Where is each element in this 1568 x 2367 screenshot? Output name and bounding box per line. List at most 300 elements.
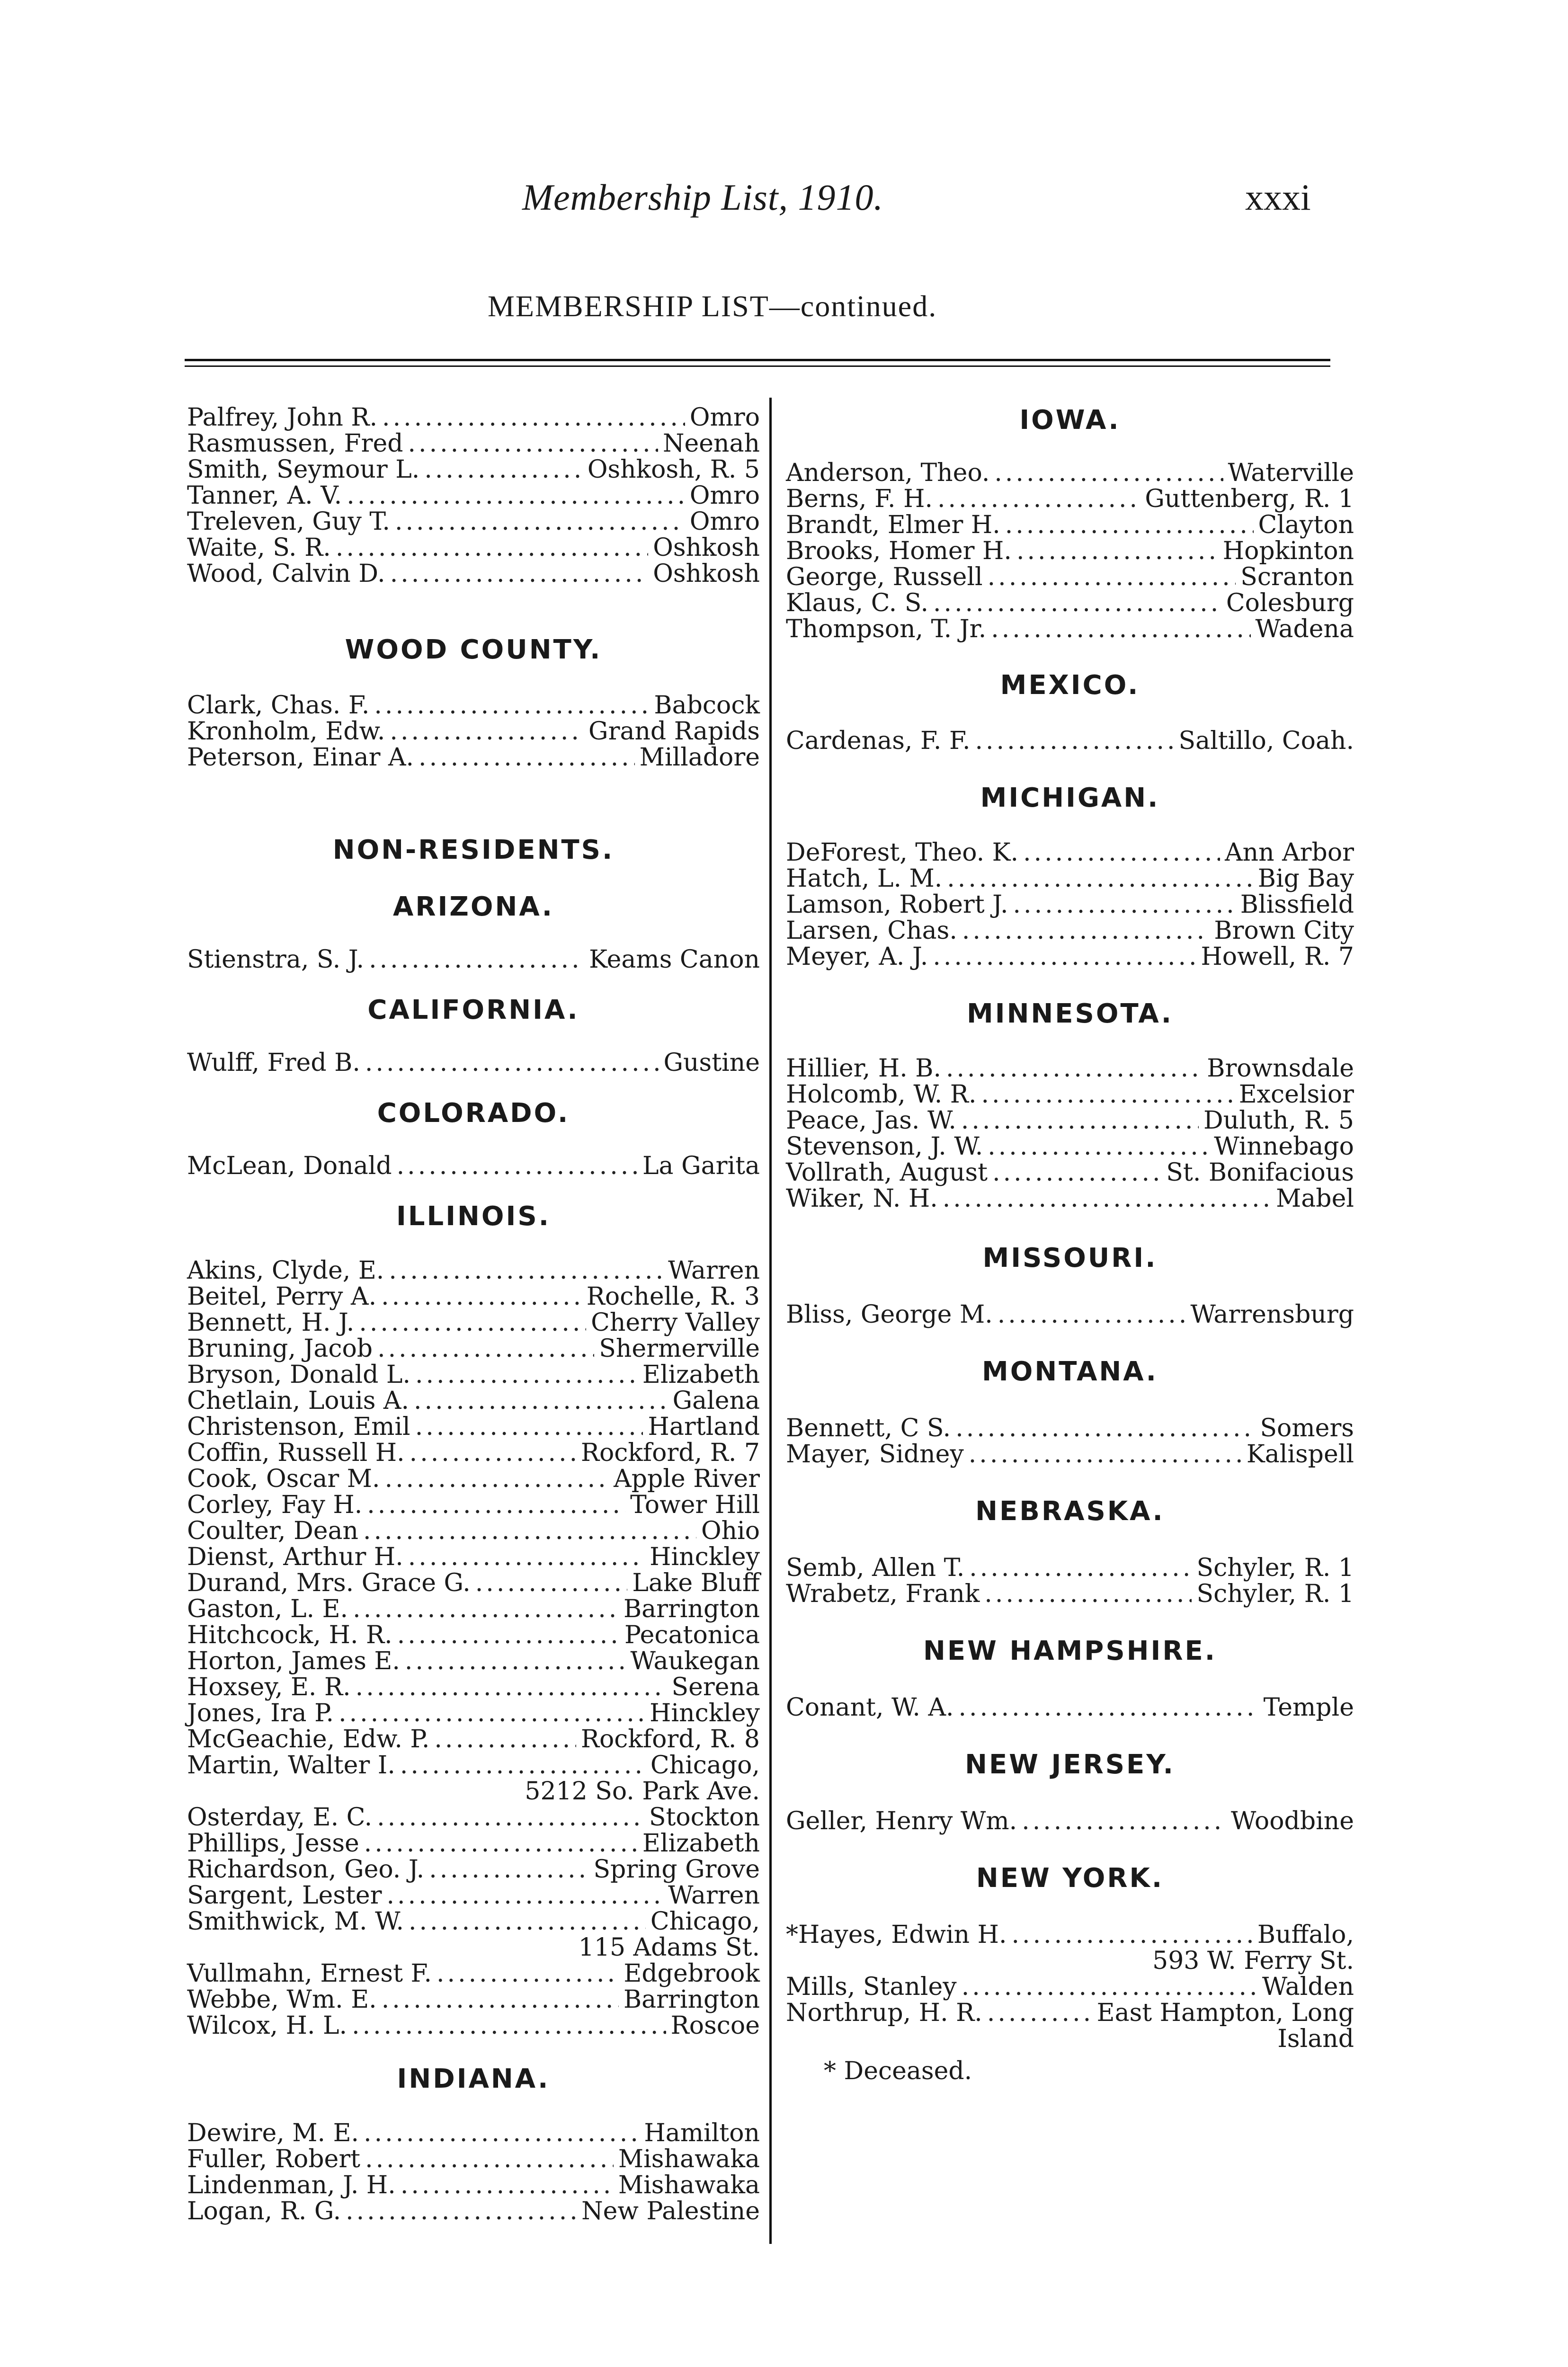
member-name: Gaston, L. E. [187, 1595, 348, 1623]
member-name: Osterday, E. C. [187, 1803, 373, 1832]
dot-leader [409, 1909, 646, 1935]
member-entry [786, 1134, 1354, 1160]
member-place: Oshkosh [653, 534, 760, 562]
dot-leader [962, 918, 1209, 944]
member-place: Spring Grove [593, 1855, 760, 1884]
entry-list [187, 2120, 760, 2225]
member-entry [187, 1596, 760, 1622]
member-place: Hamilton [644, 2119, 760, 2147]
section-title-wood-county: WOOD COUNTY. [345, 634, 602, 665]
member-name: DeForest, Theo. K. [786, 838, 1019, 867]
member-entry [786, 1186, 1354, 1212]
left-column [187, 405, 760, 2225]
member-place: Warren [668, 1256, 760, 1285]
dot-leader [390, 561, 648, 587]
dot-leader [933, 590, 1221, 616]
member-name: Wulff, Fred B. [187, 1049, 360, 1077]
member-place: Woodbine [1231, 1807, 1354, 1835]
member-name: Smithwick, M. W. [187, 1907, 404, 1936]
section-title-new-hampshire: NEW HAMPSHIRE. [923, 1636, 1217, 1666]
dot-leader [390, 719, 584, 745]
member-entry [187, 2013, 760, 2039]
section-title-california: CALIFORNIA. [367, 995, 579, 1025]
footnote: * Deceased. [824, 2057, 972, 2085]
dot-leader [339, 1700, 645, 1726]
member-place: Hopkinton [1222, 537, 1354, 565]
dot-leader [363, 1518, 696, 1544]
member-entry [786, 728, 1354, 754]
member-place: New Palestine [581, 2197, 760, 2225]
member-place: Guttenberg, R. 1 [1145, 485, 1354, 513]
member-place: Grand Rapids [588, 717, 760, 746]
member-entry [786, 918, 1354, 944]
entry-list [786, 1808, 1354, 1834]
member-name: *Hayes, Edwin H. [786, 1921, 1007, 1949]
member-name: Kronholm, Edw. [187, 717, 385, 746]
member-name: Coulter, Dean [187, 1517, 359, 1545]
entry-list [786, 728, 1354, 754]
member-entry [187, 431, 760, 457]
member-name: Phillips, Jesse [187, 1829, 359, 1858]
member-place: Omro [689, 481, 760, 510]
member-entry [187, 719, 760, 745]
member-entry [786, 1581, 1354, 1607]
member-address-continuation: Island [1277, 2025, 1354, 2053]
member-place: Somers [1260, 1414, 1354, 1442]
member-name: Vollrath, August [786, 1158, 988, 1187]
dot-leader [984, 1581, 1192, 1607]
member-place: Rochelle, R. 3 [586, 1282, 760, 1311]
member-entry [187, 1284, 760, 1310]
entry-list [786, 460, 1354, 642]
member-place: Brownsdale [1207, 1054, 1354, 1083]
section-title-minnesota: MINNESOTA. [967, 998, 1173, 1029]
dot-leader [969, 1442, 1242, 1468]
entry-list [786, 1555, 1354, 1607]
dot-leader [1005, 512, 1254, 538]
section-title-mexico: MEXICO. [1000, 670, 1140, 701]
entry-list [187, 1258, 760, 2039]
member-entry [187, 745, 760, 771]
member-entry [187, 405, 760, 431]
dot-leader [389, 1258, 663, 1284]
dot-leader [429, 1857, 588, 1883]
member-address-continuation: 5212 So. Park Ave. [525, 1777, 760, 1806]
section-title-missouri: MISSOURI. [982, 1243, 1158, 1273]
member-name: Stevenson, J. W. [786, 1132, 983, 1161]
member-entry [786, 590, 1354, 616]
member-entry [187, 1648, 760, 1674]
member-entry [187, 1258, 760, 1284]
header-rule-thin [185, 365, 1330, 367]
dot-leader [988, 1134, 1209, 1160]
member-name: Jones, Ira P. [187, 1699, 334, 1727]
dot-leader [947, 866, 1253, 892]
member-name: Rasmussen, Fred [187, 429, 403, 458]
member-name: Berns, F. H. [786, 485, 933, 513]
member-entry [187, 1310, 760, 1336]
dot-leader [387, 1883, 664, 1909]
member-place: Lake Bluff [632, 1569, 760, 1597]
member-place: Neenah [662, 429, 760, 458]
section-title-new-york: NEW YORK. [976, 1863, 1164, 1894]
member-place: Mishawaka [618, 2145, 760, 2173]
member-entry [187, 483, 760, 509]
member-place: Elizabeth [642, 1361, 760, 1389]
member-name: Wrabetz, Frank [786, 1580, 980, 1608]
member-name: McGeachie, Edw. P. [187, 1725, 430, 1753]
member-entry [187, 1362, 760, 1388]
member-place: Saltillo, Coah. [1178, 727, 1354, 755]
member-place: Schyler, R. 1 [1196, 1580, 1354, 1608]
section-title-illinois: ILLINOIS. [396, 1201, 551, 1232]
member-entry [187, 1753, 760, 1779]
member-name: Holcomb, W. R. [786, 1080, 977, 1109]
member-entry [786, 2000, 1354, 2026]
member-name: Hitchcock, H. R. [187, 1621, 392, 1649]
dot-leader [397, 1153, 638, 1179]
member-place: Rockford, R. 8 [580, 1725, 760, 1753]
dot-leader [346, 2198, 577, 2225]
member-entry [786, 840, 1354, 866]
member-entry [187, 1805, 760, 1831]
dot-leader [381, 1284, 582, 1310]
member-place: Buffalo, [1257, 1921, 1354, 1949]
dot-leader [353, 1596, 619, 1622]
member-name: Klaus, C. S. [786, 589, 929, 617]
member-entry [187, 509, 760, 535]
list-heading: MEMBERSHIP LIST—continued. [488, 289, 937, 323]
member-place: Keams Canon [589, 945, 760, 974]
dot-leader [419, 745, 635, 771]
member-entry [786, 1108, 1354, 1134]
member-name: Mills, Stanley [786, 1973, 957, 2001]
member-name: Richardson, Geo. J. [187, 1855, 425, 1884]
member-entry [786, 866, 1354, 892]
member-entry [786, 1922, 1354, 1948]
member-name: Beitel, Perry A. [187, 1282, 377, 1311]
member-place: Excelsior [1238, 1080, 1354, 1109]
section-title-montana: MONTANA. [982, 1356, 1158, 1387]
dot-leader [382, 405, 685, 431]
member-entry [786, 512, 1354, 538]
member-place: Roscoe [670, 2011, 760, 2040]
member-name: Sargent, Lester [187, 1881, 382, 1910]
member-place: Winnebago [1214, 1132, 1354, 1161]
member-place: Hinckley [650, 1543, 760, 1571]
member-name: Stienstra, S. J. [187, 945, 365, 974]
entry-list [187, 947, 760, 973]
member-place: Serena [671, 1673, 760, 1701]
member-place: Duluth, R. 5 [1203, 1106, 1354, 1135]
dot-leader [1013, 892, 1236, 918]
member-place: Shermerville [599, 1335, 760, 1363]
dot-leader [401, 2172, 614, 2198]
member-place: Mabel [1276, 1184, 1354, 1213]
right-column [786, 405, 1354, 2085]
member-name: Bryson, Donald L. [187, 1361, 410, 1389]
member-place: Omro [689, 507, 760, 536]
member-name: McLean, Donald [187, 1152, 392, 1180]
entry-list [786, 840, 1354, 970]
member-name: Hillier, H. B. [786, 1054, 941, 1083]
header-rule [185, 359, 1330, 361]
member-place: Rockford, R. 7 [580, 1439, 760, 1467]
member-entry [187, 1466, 760, 1492]
member-name: Wilcox, H. L. [187, 2011, 347, 2040]
dot-leader [414, 1388, 668, 1414]
member-entry [187, 535, 760, 561]
member-place: Warren [668, 1881, 760, 1910]
entry-list [187, 1050, 760, 1076]
dot-leader [365, 2146, 614, 2172]
member-name: Corley, Fay H. [187, 1491, 363, 1519]
member-place: Tower Hill [630, 1491, 760, 1519]
member-place: Ohio [701, 1517, 760, 1545]
member-place: Barrington [623, 1985, 760, 2014]
dot-leader [377, 1805, 644, 1831]
member-entry [786, 1808, 1354, 1834]
dot-leader [356, 1674, 667, 1700]
member-place: Temple [1263, 1693, 1354, 1722]
member-name: Webbe, Wm. E. [187, 1985, 377, 2014]
member-entry [187, 1831, 760, 1857]
member-name: Durand, Mrs. Grace G. [187, 1569, 471, 1597]
member-name: Fuller, Robert [187, 2145, 361, 2173]
dot-leader [988, 564, 1236, 590]
dot-leader [408, 431, 658, 457]
member-entry [786, 1302, 1354, 1328]
member-entry [187, 1153, 760, 1179]
member-entry [786, 1082, 1354, 1108]
member-name: Semb, Allen T. [786, 1554, 965, 1582]
member-name: Bennett, C S. [786, 1414, 951, 1442]
entry-list [786, 1415, 1354, 1468]
member-entry [187, 1388, 760, 1414]
member-name: Mayer, Sidney [786, 1440, 964, 1468]
member-entry [187, 2198, 760, 2225]
member-entry [187, 1857, 760, 1883]
member-entry [187, 1909, 760, 1935]
dot-leader [1023, 840, 1220, 866]
member-entry [187, 1674, 760, 1700]
dot-leader [946, 1056, 1202, 1082]
member-name: Tanner, A. V. [187, 481, 342, 510]
section-title-new-jersey: NEW JERSEY. [965, 1749, 1175, 1780]
dot-leader [998, 1302, 1186, 1328]
member-name: Bennett, H. J. [187, 1308, 355, 1337]
member-name: George, Russell [786, 563, 983, 591]
member-entry [187, 693, 760, 719]
dot-leader [377, 1336, 594, 1362]
dot-leader [397, 1622, 620, 1648]
section-title-iowa: IOWA. [1019, 405, 1121, 436]
member-place: Hinckley [650, 1699, 760, 1727]
member-place: Hartland [648, 1413, 760, 1441]
member-name: Brooks, Homer H. [786, 537, 1012, 565]
member-name: Lindenman, J. H. [187, 2171, 396, 2199]
dot-leader [415, 1414, 643, 1440]
dot-leader [364, 2120, 639, 2146]
dot-leader [405, 1648, 626, 1674]
member-entry [786, 1160, 1354, 1186]
member-place: East Hampton, Long [1096, 1999, 1354, 2027]
entry-list [187, 1153, 760, 1179]
member-name: Conant, W. A. [786, 1693, 954, 1722]
member-name: Brandt, Elmer H. [786, 511, 1000, 539]
entry-list [187, 693, 760, 771]
member-place: Chicago, [650, 1907, 760, 1936]
member-name: Dewire, M. E. [187, 2119, 359, 2147]
member-place: Apple River [614, 1465, 760, 1493]
member-entry [187, 457, 760, 483]
member-entry [786, 1555, 1354, 1581]
member-name: Logan, R. G. [187, 2197, 341, 2225]
dot-leader [336, 535, 648, 561]
member-entry [786, 1442, 1354, 1468]
member-name: Smith, Seymour L. [187, 455, 420, 484]
dot-leader [943, 1186, 1271, 1212]
member-place: St. Bonifacious [1166, 1158, 1354, 1187]
member-entry [786, 1415, 1354, 1442]
member-address-continuation: 115 Adams St. [578, 1933, 760, 1962]
member-entry [187, 1622, 760, 1648]
member-name: Bruning, Jacob [187, 1335, 373, 1363]
member-entry [187, 947, 760, 973]
member-name: Hoxsey, E. R. [187, 1673, 351, 1701]
member-name: Martin, Walter I. [187, 1751, 395, 1780]
member-entry [187, 2120, 760, 2146]
dot-leader [962, 1974, 1257, 2000]
entry-list [786, 1695, 1354, 1721]
member-place: Omro [689, 403, 760, 432]
member-name: Clark, Chas. F. [187, 691, 370, 720]
dot-leader [364, 1831, 638, 1857]
member-entry [786, 892, 1354, 918]
dot-leader [410, 1440, 576, 1466]
member-place: Ann Arbor [1225, 838, 1354, 867]
dot-leader [415, 1362, 638, 1388]
member-name: Bliss, George M. [786, 1300, 993, 1329]
member-address-continuation: 593 W. Ferry St. [1152, 1947, 1354, 1975]
dot-leader [352, 2013, 666, 2039]
member-place: Chicago, [650, 1751, 760, 1780]
member-entry [187, 1492, 760, 1518]
member-place: Blissfield [1240, 890, 1354, 919]
dot-leader [992, 1160, 1161, 1186]
member-entry [187, 1336, 760, 1362]
member-name: Hatch, L. M. [786, 864, 943, 893]
entry-list [786, 1922, 1354, 2052]
column-divider [769, 398, 772, 2244]
member-place: Brown City [1214, 917, 1354, 945]
member-entry [187, 561, 760, 587]
member-place: Schyler, R. 1 [1196, 1554, 1354, 1582]
member-place: Mishawaka [618, 2171, 760, 2199]
member-entry [187, 2172, 760, 2198]
member-name: Christenson, Emil [187, 1413, 410, 1441]
member-name: Larsen, Chas. [786, 917, 957, 945]
dot-leader [991, 616, 1250, 642]
member-name: Wood, Calvin D. [187, 560, 385, 588]
member-place: Galena [672, 1387, 760, 1415]
member-name: Geller, Henry Wm. [786, 1807, 1017, 1835]
section-title-colorado: COLORADO. [377, 1098, 570, 1129]
member-name: Lamson, Robert J. [786, 890, 1008, 919]
member-entry [187, 1726, 760, 1753]
member-entry [187, 1050, 760, 1076]
dot-leader [382, 1987, 619, 2013]
member-entry [786, 460, 1354, 486]
member-entry [786, 564, 1354, 590]
member-name: Cook, Oscar M. [187, 1465, 380, 1493]
dot-leader [975, 728, 1174, 754]
member-name: Thompson, T. Jr. [786, 615, 987, 643]
member-entry [187, 1987, 760, 2013]
dot-leader [347, 483, 685, 509]
dot-leader [369, 947, 584, 973]
entry-list [786, 1302, 1354, 1328]
dot-leader [395, 509, 685, 535]
member-name: Waite, S. R. [187, 534, 331, 562]
member-place: Oshkosh [653, 560, 760, 588]
member-place: Oshkosh, R. 5 [587, 455, 760, 484]
dot-leader [987, 2000, 1092, 2026]
member-name: Horton, James E. [187, 1647, 400, 1675]
page-number: xxxi [1245, 177, 1311, 218]
member-name: Chetlain, Louis A. [187, 1387, 410, 1415]
dot-leader [1012, 1922, 1253, 1948]
entry-list [187, 405, 760, 587]
dot-leader [475, 1570, 628, 1596]
entry-list [786, 1056, 1354, 1212]
dot-leader [981, 1082, 1234, 1108]
member-place: Elizabeth [642, 1829, 760, 1858]
dot-leader [437, 1961, 619, 1987]
member-place: Stockton [649, 1803, 760, 1832]
member-place: Pecatonica [624, 1621, 760, 1649]
member-place: Barrington [623, 1595, 760, 1623]
member-entry [187, 1518, 760, 1544]
section-title-indiana: INDIANA. [397, 2064, 550, 2094]
member-place: Wadena [1255, 615, 1354, 643]
dot-leader [1016, 538, 1218, 564]
dot-leader [933, 944, 1196, 970]
dot-leader [400, 1753, 646, 1779]
member-entry [786, 486, 1354, 512]
member-place: Cherry Valley [591, 1308, 760, 1337]
member-place: Howell, R. 7 [1201, 943, 1354, 971]
member-name: Vullmahn, Ernest F. [187, 1959, 432, 1988]
member-entry [786, 1695, 1354, 1721]
member-name: Peace, Jas. W. [786, 1106, 956, 1135]
dot-leader [424, 457, 583, 483]
member-place: Waukegan [630, 1647, 760, 1675]
member-entry [187, 2146, 760, 2172]
dot-leader [969, 1555, 1192, 1581]
dot-leader [937, 486, 1140, 512]
member-place: Babcock [654, 691, 760, 720]
member-place: Colesburg [1226, 589, 1354, 617]
section-title-arizona: ARIZONA. [392, 891, 554, 922]
member-name: Wiker, N. H. [786, 1184, 938, 1213]
dot-leader [961, 1108, 1199, 1134]
member-place: Warrensburg [1190, 1300, 1354, 1329]
section-title-non-residents: NON-RESIDENTS. [332, 835, 615, 865]
member-entry [187, 1440, 760, 1466]
member-entry [786, 1974, 1354, 2000]
member-entry [786, 1056, 1354, 1082]
